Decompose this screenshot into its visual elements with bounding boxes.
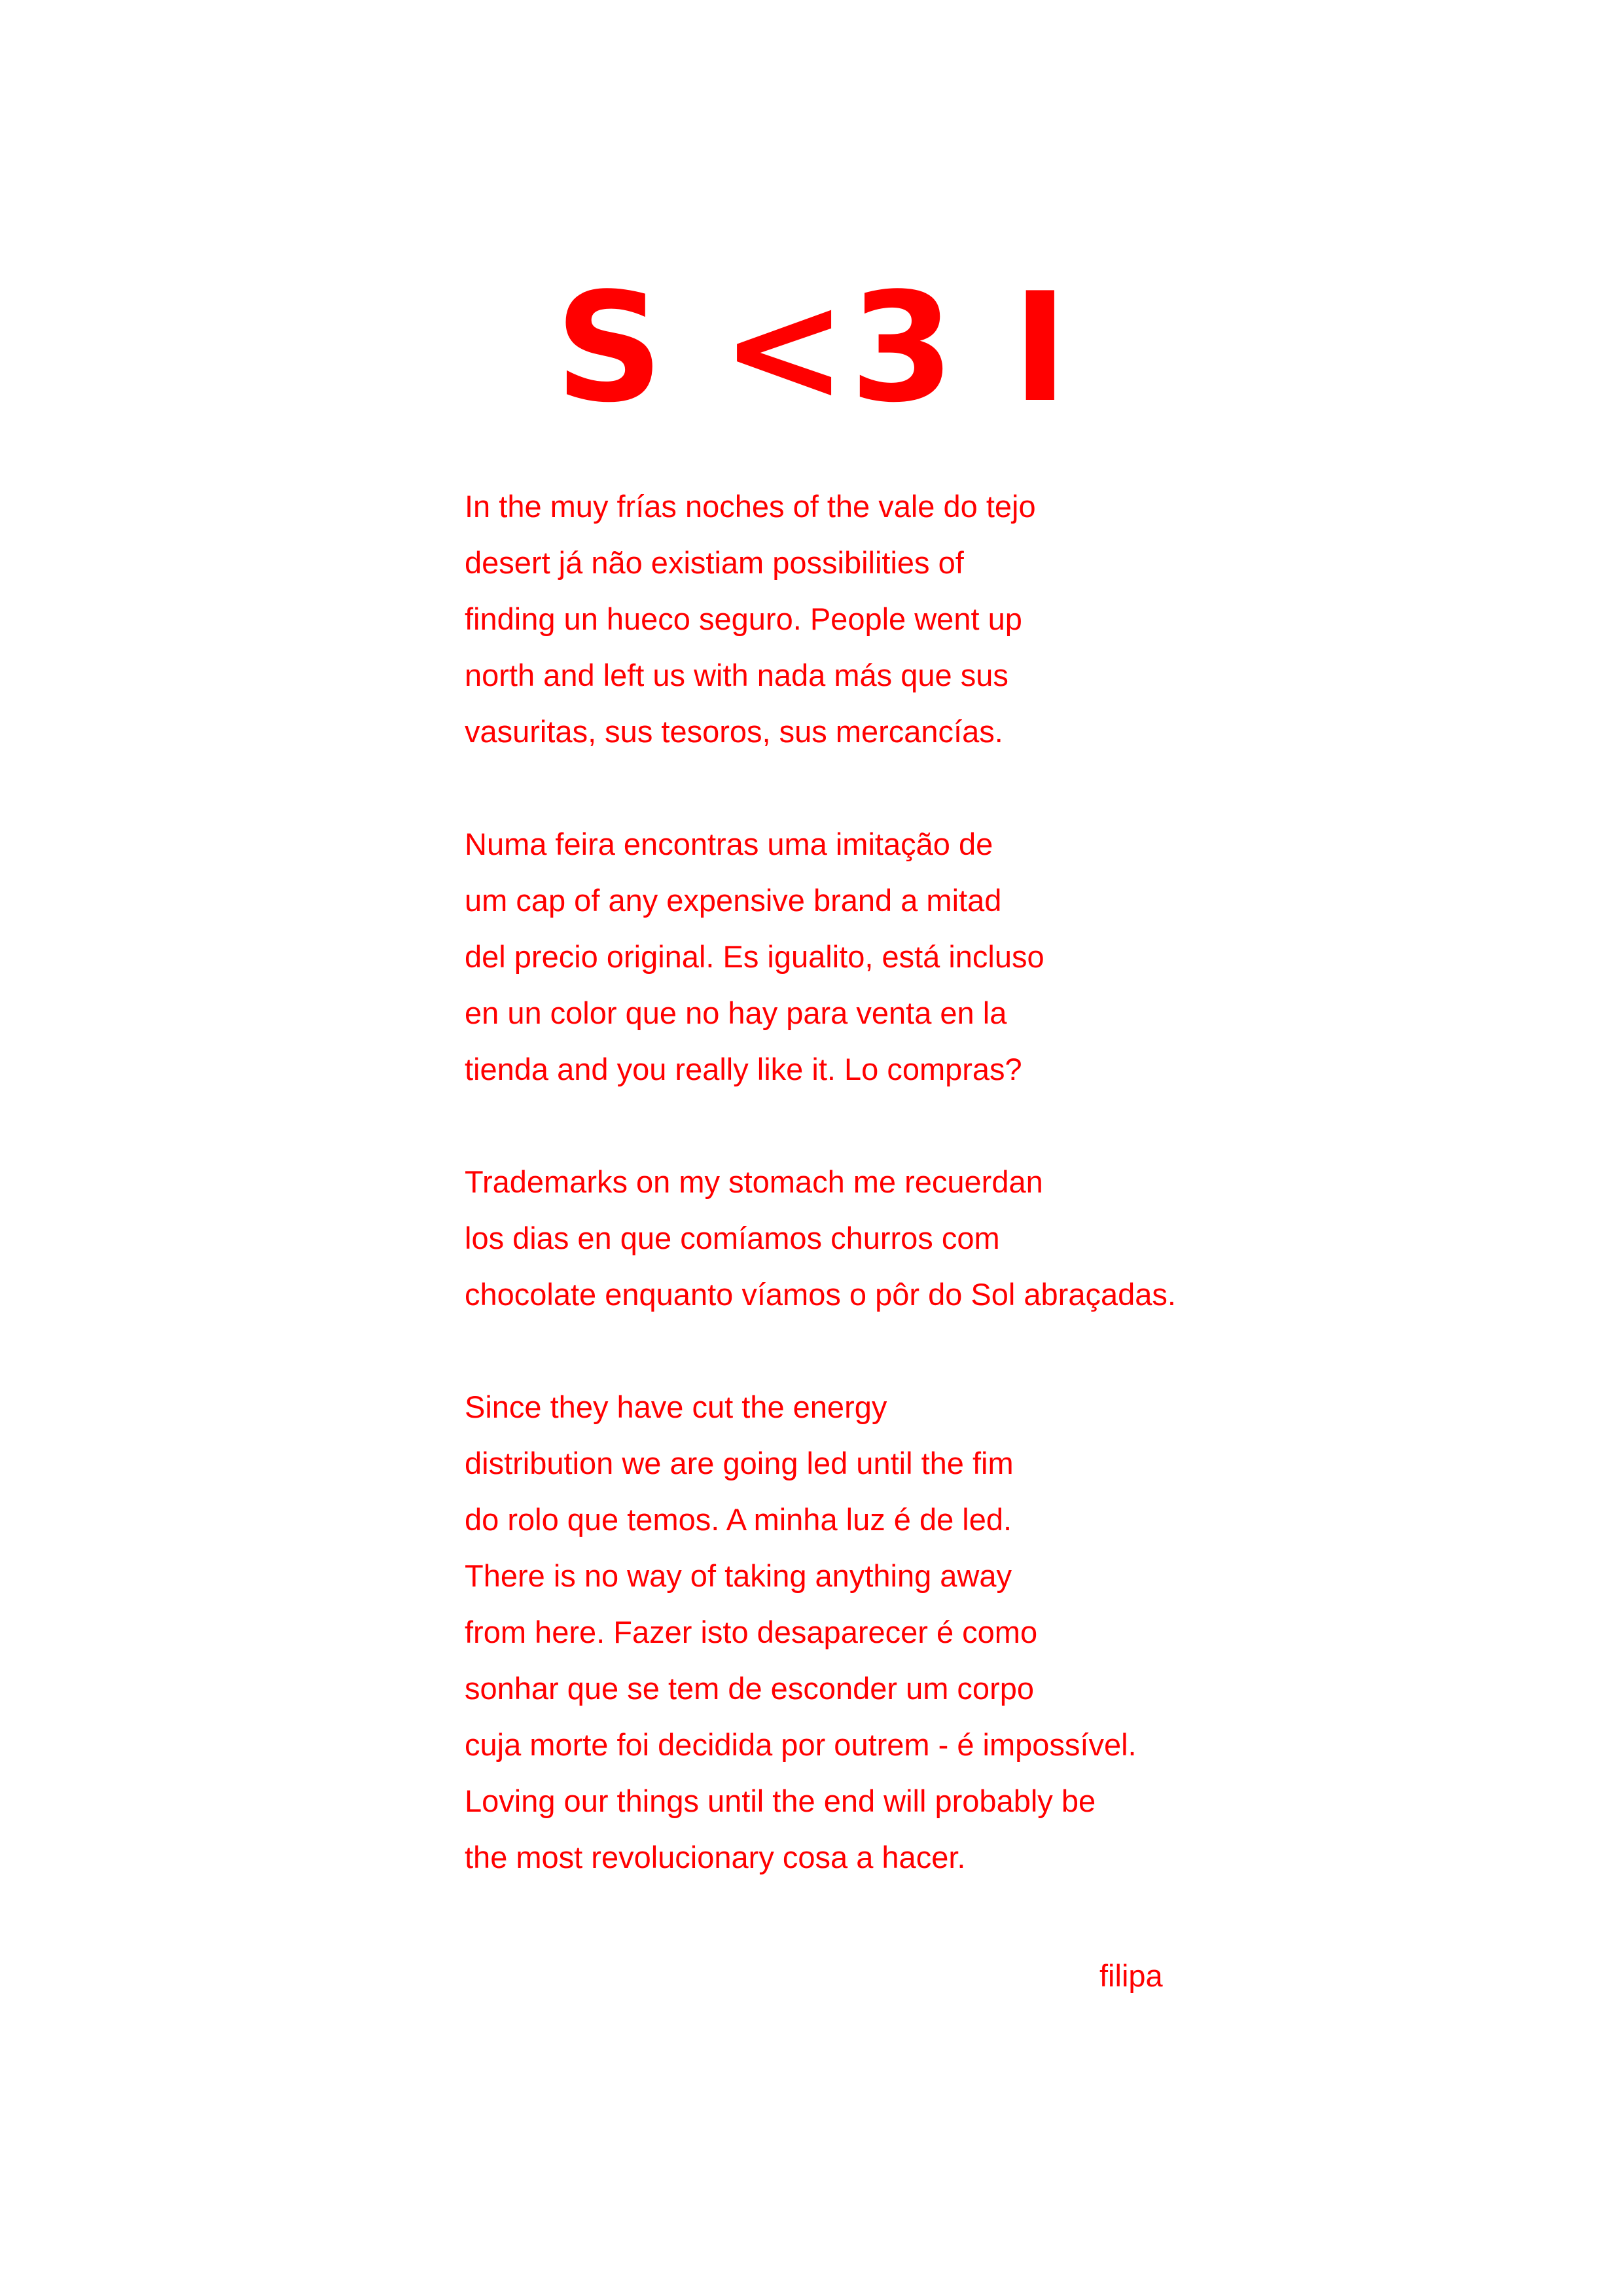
poem-line: um cap of any expensive brand a mitad bbox=[465, 883, 1002, 918]
poem-line: the most revolucionary cosa a hacer. bbox=[465, 1840, 966, 1874]
poem-line: do rolo que temos. A minha luz é de led. bbox=[465, 1502, 1012, 1537]
poem-line: Trademarks on my stomach me recuerdan bbox=[465, 1164, 1043, 1199]
poem-line: vasuritas, sus tesoros, sus mercancías. bbox=[465, 714, 1003, 749]
poem-line: Loving our things until the end will probably be bbox=[465, 1784, 1096, 1818]
author-signature: filipa bbox=[1099, 1958, 1163, 1993]
poem-line: finding un hueco seguro. People went up bbox=[465, 601, 1022, 636]
poem-line: chocolate enquanto víamos o pôr do Sol abraçadas. bbox=[465, 1277, 1176, 1312]
stanza-break bbox=[465, 760, 1446, 816]
poem-line: from here. Fazer isto desaparecer é como bbox=[465, 1615, 1038, 1649]
poem-line: tienda and you really like it. Lo compras? bbox=[465, 1052, 1022, 1086]
poem-line: In the muy frías noches of the vale do tejo bbox=[465, 489, 1036, 524]
poem-line: Since they have cut the energy bbox=[465, 1390, 887, 1424]
poem-line: north and left us with nada más que sus bbox=[465, 658, 1008, 692]
poem-line: distribution we are going led until the fim bbox=[465, 1446, 1014, 1480]
poem-line: There is no way of taking anything away bbox=[465, 1558, 1012, 1593]
poem-line: desert já não existiam possibilities of bbox=[465, 545, 964, 580]
poem-body bbox=[465, 478, 1446, 1886]
poem-line: Numa feira encontras uma imitação de bbox=[465, 827, 993, 861]
stanza-3 bbox=[465, 1154, 1446, 1323]
stanza-break bbox=[465, 1098, 1446, 1154]
poem-line: cuja morte foi decidida por outrem - é impossível. bbox=[465, 1727, 1137, 1762]
poem-line: los dias en que comíamos churros com bbox=[465, 1221, 1000, 1255]
poem-line: en un color que no hay para venta en la bbox=[465, 996, 1007, 1030]
stanza-2 bbox=[465, 816, 1446, 1098]
poem-title: S <3 I bbox=[555, 261, 1071, 436]
poem-line: del precio original. Es igualito, está incluso bbox=[465, 939, 1044, 974]
stanza-break bbox=[465, 1323, 1446, 1379]
stanza-1 bbox=[465, 478, 1446, 760]
poem-line: sonhar que se tem de esconder um corpo bbox=[465, 1671, 1035, 1706]
stanza-4 bbox=[465, 1379, 1446, 1886]
